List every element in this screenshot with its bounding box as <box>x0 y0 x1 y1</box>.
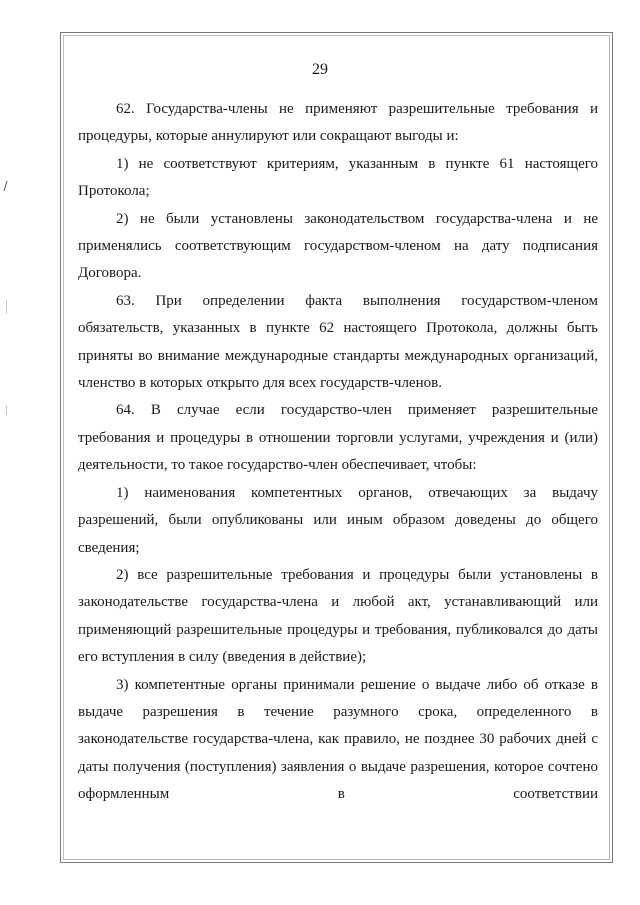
paragraph-64: 64. В случае если государство-член применяет разрешительные требования и процедуры в отношении торговли услугами, учреждения и (или) деятельности, то такое государство-член обеспечивает, чтобы: <box>78 402 598 474</box>
page-number: 29 <box>312 61 328 78</box>
document-body <box>78 96 598 809</box>
paragraph-64-item-3: 3) компетентные органы принимали решение о выдаче либо об отказе в выдаче разрешения в течение разумного срока, определенного в законодательстве государства-члена, как правило, не позднее 30 рабочих дней с даты получения (поступления) заявления о выдаче разрешения, которое сочтено оформленным в соответствии <box>78 676 598 803</box>
scan-artifact-mark <box>3 178 8 188</box>
paragraph-62: 62. Государства-члены не применяют разрешительные требования и процедуры, которые аннулируют или сокращают выгоды и: <box>78 101 598 145</box>
paragraph-62-item-2: 2) не были установлены законодательством государства-члена и не применялись соответствующим государством-членом на дату подписания Договора. <box>78 210 598 282</box>
scan-artifact-line <box>6 300 7 314</box>
scan-artifact-line <box>6 405 7 415</box>
paragraph-63: 63. При определении факта выполнения государством-членом обязательств, указанных в пункте 62 настоящего Протокола, должны быть приняты во внимание международные стандарты международных организаций, членство в которых открыто для всех государств-членов. <box>78 292 598 392</box>
paragraph-64-item-1: 1) наименования компетентных органов, отвечающих за выдачу разрешений, были опубликованы или иным образом доведены до общего сведения; <box>78 484 598 556</box>
paragraph-64-item-2: 2) все разрешительные требования и процедуры были установлены в законодательстве государства-члена и любой акт, устанавливающий или применяющий разрешительные процедуры и требования, публиковался до даты его вступления в силу (введения в действие); <box>78 566 598 666</box>
paragraph-62-item-1: 1) не соответствуют критериям, указанным в пункте 61 настоящего Протокола; <box>78 155 598 200</box>
